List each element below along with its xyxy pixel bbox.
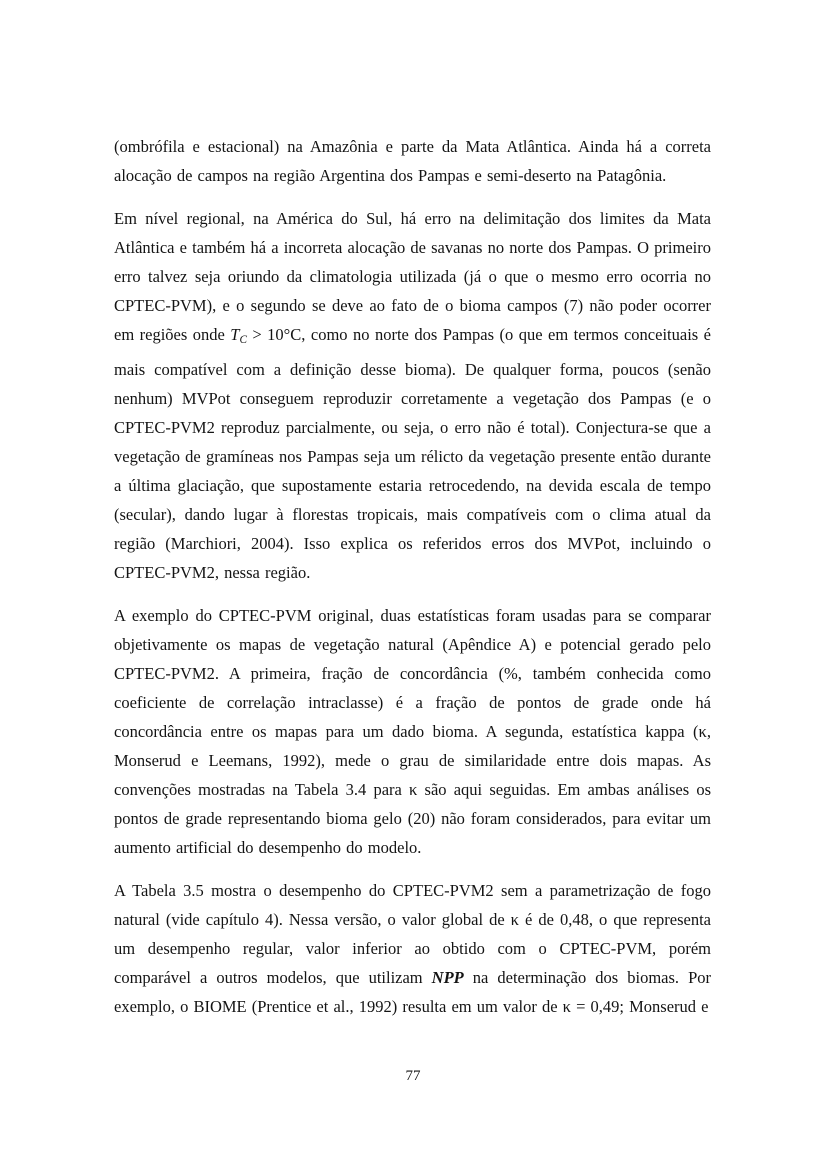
paragraph xyxy=(114,601,711,862)
paragraph xyxy=(114,876,711,1021)
paragraph xyxy=(114,132,711,190)
text-segment: Em nível regional, na América do Sul, há erro na delimitação dos limites da Mata Atlântica e também há a incorreta alocação de savanas no norte dos Pampas. O primeiro erro talvez seja oriundo da climatologia utilizada (já o que o mesmo erro ocorria no CPTEC-PVM), e o segundo se deve ao fato de o bioma campos (7) não poder ocorrer em regiões onde xyxy=(114,209,711,344)
text-segment-isub: C xyxy=(239,333,247,346)
text-segment-i: T xyxy=(230,325,240,344)
text-block xyxy=(114,132,711,1035)
text-segment: A Tabela 3.5 mostra o desempenho do CPTEC-PVM2 sem a parametrização de fogo natural (vide capítulo 4). Nessa versão, o valor global de κ é de 0,48, o que representa um desempenho regular, valor inferior ao obtido com o CPTEC-PVM, porém comparável a outros modelos, que utilizam xyxy=(114,880,711,987)
text-segment: (ombrófila e estacional) na Amazônia e parte da Mata Atlântica. Ainda há a correta alocação de campos na região Argentina dos Pampas e semi-deserto na Patagônia. xyxy=(114,137,711,185)
text-segment: na determinação dos biomas. Por exemplo, o BIOME (Prentice et al., 1992) resulta em um valor de κ = 0,49; Monserud e xyxy=(114,967,711,1016)
page-number: 77 xyxy=(405,1068,421,1084)
text-segment: A exemplo do CPTEC-PVM original, duas estatísticas foram usadas para se comparar objetivamente os mapas de vegetação natural (Apêndice A) e potencial gerado pelo CPTEC-PVM2. A primeira, fração de concordância (%, também conhecida como coeficiente de correlação intraclasse) é a fração de pontos de grade onde há concordância entre os mapas para um dado bioma. A segunda, estatística kappa (κ, Monserud e Leemans, 1992), mede o grau de similaridade entre dois mapas. As convenções mostradas na Tabela 3.4 para κ são aqui seguidas. Em ambas análises os pontos de grade representando bioma gelo (20) não foram considerados, para evitar um aumento artificial do desempenho do modelo. xyxy=(114,605,711,857)
paragraph xyxy=(114,204,711,587)
text-segment-bi: NPP xyxy=(431,967,464,987)
text-segment: > 10°C, como no norte dos Pampas (o que em termos conceituais é mais compatível com a definição desse bioma). De qualquer forma, poucos (senão nenhum) MVPot conseguem reproduzir corretamente a vegetação dos Pampas (e o CPTEC-PVM2 reproduz parcialmente, ou seja, o erro não é total). Conjectura-se que a vegetação de gramíneas nos Pampas seja um rélicto da vegetação presente então durante a última glaciação, que supostamente estaria retrocedendo, na devida escala de tempo (secular), dando lugar à florestas tropicais, mais compatíveis com o clima atual da região (Marchiori, 2004). Isso explica os referidos erros dos MVPot, incluindo o CPTEC-PVM2, nessa região. xyxy=(114,325,711,582)
